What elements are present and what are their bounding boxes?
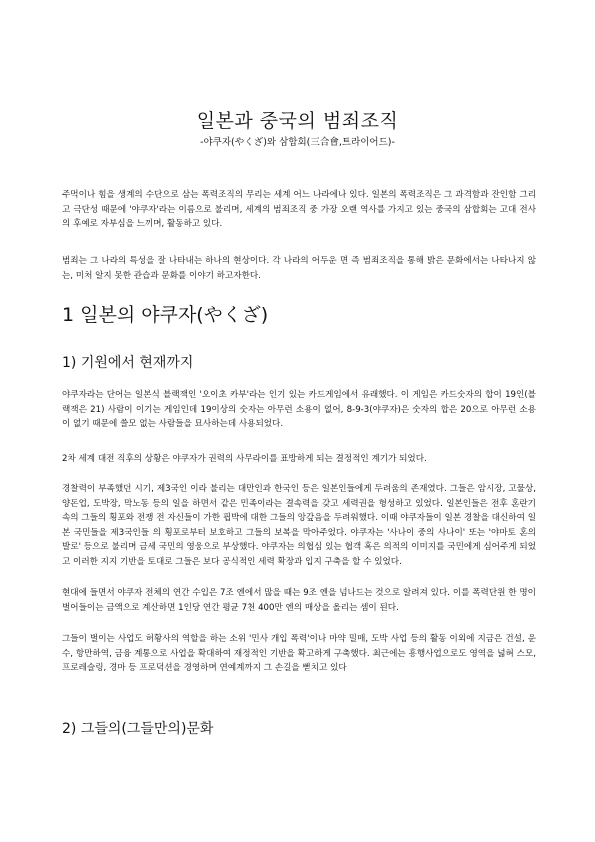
section-1-paragraph-1: 야쿠자라는 단어는 일본식 블랙잭인 '오이초 카부'라는 인기 있는 카드게임에서 유래했다. 이 게임은 카드숫자의 합이 19인(블랙잭은 21) 사람이 이기는 게임인데 19이상의 숫자는 아무런 소용이 없어, 8-9-3(야쿠자)은 숫자의 합은 20으로 아무런 소용이 없기 때문에 쓸모 없는 사람들을 묘사하는데 사용되었다. xyxy=(62,390,536,430)
section-1-heading: 1 일본의 야쿠자(やくざ) xyxy=(62,304,269,326)
section-1-paragraph-2: 2차 세계 대전 직후의 상황은 야쿠자가 권력의 사무라이를 표방하게 되는 결정적인 계기가 되었다. xyxy=(62,454,427,464)
page-title: 일본과 중국의 범죄조직 xyxy=(196,110,399,132)
page-subtitle: -야쿠자(やくざ)와 삼합회(三合會,트라이어드)- xyxy=(200,137,395,148)
section-1-subheading-2: 2) 그들의(그들만의)문화 xyxy=(62,721,214,737)
section-1-paragraph-5: 그들이 벌이는 사업도 허황사의 역할을 하는 소위 '민사 개입 폭력'이나 마약 밀매, 도박 사업 등의 활동 이외에 지금은 건설, 운수, 항만하역, 금융 계통으로 사업을 확대하여 재정적인 기반을 확고하게 구축했다. 최근에는 흥행사업으로도 영역을 넓혀 스모, 프로레슬링, 경마 등 프로덕션을 경영하며 연예계까지 그 손길을 뻗치고 있다 xyxy=(62,634,536,674)
section-1-subheading-1: 1) 기원에서 현재까지 xyxy=(62,355,194,371)
intro-paragraph-2: 범죄는 그 나라의 특성을 잘 나타내는 하나의 현상이다. 각 나라의 어두운 면 즉 범죄조직을 통해 밝은 문화에서는 나타나지 않는, 미처 알지 못한 관습과 문화를 이야기 하고자한다. xyxy=(62,256,536,281)
section-1-paragraph-4: 현대에 들면서 야쿠자 전체의 연간 수입은 7조 엔에서 많을 때는 9조 엔을 넘나드는 것으로 알려져 있다. 이를 폭력단원 한 명이 벌어들이는 금액으로 계산하면 1인당 연간 평균 7천 400만 엔의 매상을 올리는 셈이 된다. xyxy=(62,588,536,613)
section-1-paragraph-3: 경찰력이 부족했던 시기, 제3국인 이라 불리는 대만인과 한국인 등은 일본인들에게 두려움의 존재였다. 그들은 암시장, 고물상, 양돈업, 도박장, 막노동 등의 일을 하면서 같은 민족이라는 결속력을 갖고 세력권을 형성하고 있었다. 일본인들은 전후 혼란기 속의 그들의 횡포와 전쟁 전 자신들이 가한 핍박에 대한 그들의 앙갚음을 두려워했다. 이때 야쿠자들이 일본 경찰을 대신하여 일본 국민들을 제3국인들 의 횡포로부터 보호하고 그들의 보복을 막아주었다. 야쿠자는 '사나이 중의 사나이' 또는 '야마토 혼의 발로' 등으로 불리며 금세 국민의 영웅으로 부상했다. 야쿠자는 의협심 있는 협객 혹은 의적의 이미지를 국민에게 심어주게 되었고 이러한 지지 기반을 토대로 그들은 보다 공식적인 세력 확장과 입지 구축을 할 수 있었다. xyxy=(62,484,536,567)
intro-paragraph-1: 주먹이나 힘을 생계의 수단으로 삼는 폭력조직의 무리는 세계 어느 나라에나 있다. 일본의 폭력조직은 그 과격함과 잔인함 그리고 극단성 때문에 '야쿠자'라는 이름으로 불리며, 세계의 범죄조직 중 가장 오랜 역사를 가지고 있는 중국의 삼합회는 고대 전사의 후예로 자부심을 느끼며, 활동하고 있다. xyxy=(62,190,536,230)
